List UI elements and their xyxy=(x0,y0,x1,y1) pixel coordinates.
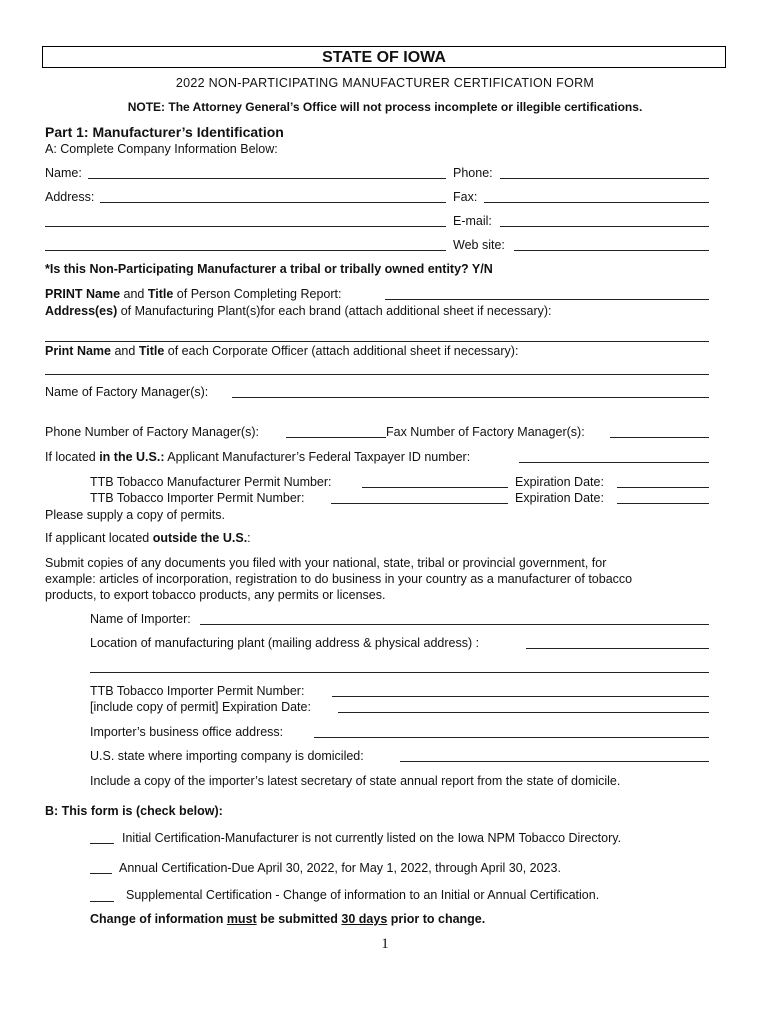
plant-location-label: Location of manufacturing plant (mailing address & physical address) : xyxy=(90,636,480,650)
us-taxpayer-label: If located in the U.S.: Applicant Manufacturer’s Federal Taxpayer ID number: xyxy=(45,450,471,464)
factory-manager-label: Name of Factory Manager(s): xyxy=(45,385,209,399)
submit-instructions-3: products, to export tobacco products, any permits or licenses. xyxy=(45,588,386,602)
page-number: 1 xyxy=(381,936,389,952)
importer-expiration-field[interactable] xyxy=(338,712,709,713)
address-field-1[interactable] xyxy=(100,202,446,203)
factory-fax-label: Fax Number of Factory Manager(s): xyxy=(386,425,585,439)
plant-address-label: Address(es) of Manufacturing Plant(s)for each brand (attach additional sheet if necessary): xyxy=(45,304,552,318)
supplemental-certification-label: Supplemental Certification - Change of information to an Initial or Annual Certification. xyxy=(126,888,600,902)
annual-certification-label: Annual Certification-Due April 30, 2022, for May 1, 2022, through April 30, 2023. xyxy=(119,861,561,875)
supplemental-certification-checkbox[interactable] xyxy=(90,901,114,902)
website-label: Web site: xyxy=(453,238,505,252)
form-note: NOTE: The Attorney General’s Office will not process incomplete or illegible certifications. xyxy=(127,100,643,114)
ttb-mfr-label: TTB Tobacco Manufacturer Permit Number: xyxy=(90,475,332,489)
phone-label: Phone: xyxy=(453,166,493,180)
factory-fax-field[interactable] xyxy=(610,437,709,438)
ttb-imp-expiration-label: Expiration Date: xyxy=(515,491,604,505)
phone-field[interactable] xyxy=(500,178,709,179)
importer-office-label: Importer’s business office address: xyxy=(90,725,284,739)
ttb-importer-field[interactable] xyxy=(332,696,709,697)
submit-instructions-2: example: articles of incorporation, registration to do business in your country as a manufacturer of tobacco xyxy=(45,572,633,586)
include-copy-text: Include a copy of the importer’s latest secretary of state annual report from the state of domicile. xyxy=(90,774,621,788)
plant-location-field-1[interactable] xyxy=(526,648,709,649)
importer-name-field[interactable] xyxy=(200,624,709,625)
address-field-3[interactable] xyxy=(45,250,446,251)
fax-label: Fax: xyxy=(453,190,478,204)
initial-certification-checkbox[interactable] xyxy=(90,843,114,844)
initial-certification-label: Initial Certification-Manufacturer is not currently listed on the Iowa NPM Tobacco Directory. xyxy=(122,831,622,845)
outside-us-label: If applicant located outside the U.S.: xyxy=(45,531,251,545)
ttb-imp-label: TTB Tobacco Importer Permit Number: xyxy=(90,491,305,505)
officer-field[interactable] xyxy=(45,374,709,375)
submit-instructions-1: Submit copies of any documents you filed with your national, state, tribal or provincial government, for xyxy=(45,556,607,570)
change-of-information-note: Change of information must be submitted 30 days prior to change. xyxy=(90,912,486,926)
name-label: Name: xyxy=(45,166,82,180)
tribal-question: *Is this Non-Participating Manufacturer a tribal or tribally owned entity? Y/N xyxy=(45,262,493,276)
part1-heading: Part 1: Manufacturer’s Identification xyxy=(45,124,284,140)
us-state-label: U.S. state where importing company is domiciled: xyxy=(90,749,364,763)
plant-location-field-2[interactable] xyxy=(90,672,709,673)
plant-address-field[interactable] xyxy=(45,341,709,342)
ttb-importer-label: TTB Tobacco Importer Permit Number: xyxy=(90,684,305,698)
factory-phone-label: Phone Number of Factory Manager(s): xyxy=(45,425,259,439)
ttb-mfr-field[interactable] xyxy=(362,487,508,488)
factory-manager-field[interactable] xyxy=(232,397,709,398)
fax-field[interactable] xyxy=(484,202,709,203)
address-field-2[interactable] xyxy=(45,226,446,227)
factory-phone-field[interactable] xyxy=(286,437,386,438)
ttb-imp-field[interactable] xyxy=(331,503,508,504)
form-title: STATE OF IOWA xyxy=(42,46,726,68)
section-b-heading: B: This form is (check below): xyxy=(45,804,223,818)
importer-office-field[interactable] xyxy=(314,737,709,738)
include-permit-label: [include copy of permit] Expiration Date: xyxy=(90,700,311,714)
form-subtitle: 2022 NON-PARTICIPATING MANUFACTURER CERTIFICATION FORM xyxy=(175,76,595,90)
ttb-mfr-expiration-field[interactable] xyxy=(617,487,709,488)
annual-certification-checkbox[interactable] xyxy=(90,873,112,874)
importer-name-label: Name of Importer: xyxy=(90,612,191,626)
address-label: Address: xyxy=(45,190,95,204)
email-field[interactable] xyxy=(500,226,709,227)
print-name-field[interactable] xyxy=(385,299,709,300)
name-field[interactable] xyxy=(88,178,446,179)
website-field[interactable] xyxy=(514,250,709,251)
officer-label: Print Name and Title of each Corporate Officer (attach additional sheet if necessary): xyxy=(45,344,519,358)
section-a-label: A: Complete Company Information Below: xyxy=(45,142,278,156)
supply-permits-text: Please supply a copy of permits. xyxy=(45,508,225,522)
ttb-mfr-expiration-label: Expiration Date: xyxy=(515,475,604,489)
print-name-label: PRINT Name and Title of Person Completing Report: xyxy=(45,287,342,301)
taxpayer-id-field[interactable] xyxy=(519,462,709,463)
email-label: E-mail: xyxy=(453,214,492,228)
us-state-field[interactable] xyxy=(400,761,709,762)
ttb-imp-expiration-field[interactable] xyxy=(617,503,709,504)
